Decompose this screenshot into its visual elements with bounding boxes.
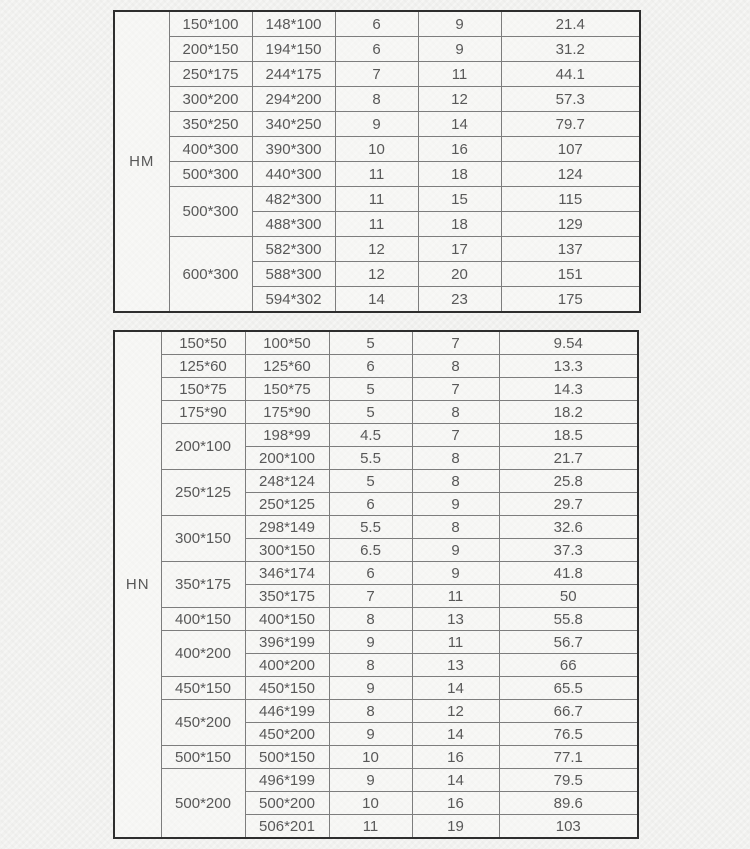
value-cell: 9 (335, 112, 418, 137)
value-cell: 19 (412, 815, 499, 839)
value-cell: 4.5 (329, 424, 412, 447)
actual-size-cell: 300*150 (245, 539, 329, 562)
nominal-size-cell: 200*100 (161, 424, 245, 470)
value-cell: 9 (412, 562, 499, 585)
value-cell: 44.1 (501, 62, 640, 87)
value-cell: 66.7 (499, 700, 638, 723)
actual-size-cell: 496*199 (245, 769, 329, 792)
table-row (114, 562, 638, 585)
table-row (114, 187, 640, 212)
value-cell: 10 (329, 746, 412, 769)
value-cell: 56.7 (499, 631, 638, 654)
actual-size-cell: 298*149 (245, 516, 329, 539)
table-row (114, 137, 640, 162)
actual-size-cell: 346*174 (245, 562, 329, 585)
actual-size-cell: 500*200 (245, 792, 329, 815)
value-cell: 103 (499, 815, 638, 839)
table-row (114, 355, 638, 378)
value-cell: 6 (335, 11, 418, 37)
spec-table-hm (113, 10, 641, 313)
actual-size-cell: 125*60 (245, 355, 329, 378)
value-cell: 6 (335, 37, 418, 62)
value-cell: 5 (329, 470, 412, 493)
value-cell: 15 (418, 187, 501, 212)
value-cell: 151 (501, 262, 640, 287)
value-cell: 17 (418, 237, 501, 262)
actual-size-cell: 396*199 (245, 631, 329, 654)
actual-size-cell: 250*125 (245, 493, 329, 516)
table-row (114, 11, 640, 37)
value-cell: 57.3 (501, 87, 640, 112)
table-row (114, 401, 638, 424)
nominal-size-cell: 400*300 (169, 137, 252, 162)
nominal-size-cell: 350*250 (169, 112, 252, 137)
value-cell: 13.3 (499, 355, 638, 378)
actual-size-cell: 400*200 (245, 654, 329, 677)
value-cell: 11 (412, 631, 499, 654)
value-cell: 11 (335, 162, 418, 187)
table-row (114, 608, 638, 631)
nominal-size-cell: 150*100 (169, 11, 252, 37)
nominal-size-cell: 500*300 (169, 187, 252, 237)
value-cell: 5.5 (329, 516, 412, 539)
value-cell: 66 (499, 654, 638, 677)
value-cell: 11 (335, 187, 418, 212)
nominal-size-cell: 500*300 (169, 162, 252, 187)
value-cell: 21.4 (501, 11, 640, 37)
actual-size-cell: 148*100 (252, 11, 335, 37)
value-cell: 9 (418, 11, 501, 37)
actual-size-cell: 506*201 (245, 815, 329, 839)
value-cell: 5 (329, 331, 412, 355)
value-cell: 21.7 (499, 447, 638, 470)
table-row (114, 424, 638, 447)
value-cell: 10 (335, 137, 418, 162)
table-row (114, 516, 638, 539)
value-cell: 41.8 (499, 562, 638, 585)
value-cell: 175 (501, 287, 640, 313)
value-cell: 7 (335, 62, 418, 87)
value-cell: 13 (412, 608, 499, 631)
value-cell: 18.2 (499, 401, 638, 424)
actual-size-cell: 500*150 (245, 746, 329, 769)
table-row (114, 470, 638, 493)
value-cell: 14 (412, 723, 499, 746)
value-cell: 14 (335, 287, 418, 313)
value-cell: 89.6 (499, 792, 638, 815)
actual-size-cell: 482*300 (252, 187, 335, 212)
value-cell: 11 (335, 212, 418, 237)
value-cell: 32.6 (499, 516, 638, 539)
table-row (114, 746, 638, 769)
value-cell: 6.5 (329, 539, 412, 562)
value-cell: 115 (501, 187, 640, 212)
value-cell: 9 (412, 493, 499, 516)
table-row (114, 700, 638, 723)
group-label-cell: HN (114, 331, 161, 838)
nominal-size-cell: 500*150 (161, 746, 245, 769)
nominal-size-cell: 200*150 (169, 37, 252, 62)
value-cell: 77.1 (499, 746, 638, 769)
value-cell: 12 (418, 87, 501, 112)
nominal-size-cell: 125*60 (161, 355, 245, 378)
value-cell: 14 (412, 677, 499, 700)
value-cell: 7 (412, 331, 499, 355)
value-cell: 107 (501, 137, 640, 162)
nominal-size-cell: 500*200 (161, 769, 245, 839)
value-cell: 16 (418, 137, 501, 162)
value-cell: 29.7 (499, 493, 638, 516)
nominal-size-cell: 250*175 (169, 62, 252, 87)
table-row (114, 87, 640, 112)
value-cell: 23 (418, 287, 501, 313)
value-cell: 14.3 (499, 378, 638, 401)
value-cell: 5 (329, 378, 412, 401)
value-cell: 14 (412, 769, 499, 792)
value-cell: 8 (412, 516, 499, 539)
value-cell: 37.3 (499, 539, 638, 562)
value-cell: 11 (329, 815, 412, 839)
nominal-size-cell: 300*150 (161, 516, 245, 562)
value-cell: 50 (499, 585, 638, 608)
nominal-size-cell: 250*125 (161, 470, 245, 516)
value-cell: 124 (501, 162, 640, 187)
value-cell: 12 (335, 262, 418, 287)
nominal-size-cell: 175*90 (161, 401, 245, 424)
actual-size-cell: 450*200 (245, 723, 329, 746)
value-cell: 65.5 (499, 677, 638, 700)
value-cell: 16 (412, 746, 499, 769)
nominal-size-cell: 300*200 (169, 87, 252, 112)
actual-size-cell: 594*302 (252, 287, 335, 313)
value-cell: 8 (412, 447, 499, 470)
actual-size-cell: 488*300 (252, 212, 335, 237)
value-cell: 8 (412, 401, 499, 424)
value-cell: 8 (329, 608, 412, 631)
table-row (114, 237, 640, 262)
table-row (114, 331, 638, 355)
actual-size-cell: 150*75 (245, 378, 329, 401)
actual-size-cell: 400*150 (245, 608, 329, 631)
actual-size-cell: 248*124 (245, 470, 329, 493)
nominal-size-cell: 450*150 (161, 677, 245, 700)
actual-size-cell: 582*300 (252, 237, 335, 262)
value-cell: 31.2 (501, 37, 640, 62)
actual-size-cell: 294*200 (252, 87, 335, 112)
value-cell: 11 (418, 62, 501, 87)
table-row (114, 677, 638, 700)
value-cell: 20 (418, 262, 501, 287)
value-cell: 25.8 (499, 470, 638, 493)
nominal-size-cell: 350*175 (161, 562, 245, 608)
table-row (114, 378, 638, 401)
value-cell: 9 (329, 723, 412, 746)
value-cell: 8 (329, 654, 412, 677)
value-cell: 18 (418, 162, 501, 187)
actual-size-cell: 450*150 (245, 677, 329, 700)
actual-size-cell: 440*300 (252, 162, 335, 187)
nominal-size-cell: 400*200 (161, 631, 245, 677)
actual-size-cell: 390*300 (252, 137, 335, 162)
value-cell: 18.5 (499, 424, 638, 447)
value-cell: 18 (418, 212, 501, 237)
value-cell: 76.5 (499, 723, 638, 746)
value-cell: 79.7 (501, 112, 640, 137)
value-cell: 9 (412, 539, 499, 562)
actual-size-cell: 446*199 (245, 700, 329, 723)
value-cell: 13 (412, 654, 499, 677)
value-cell: 9 (329, 769, 412, 792)
nominal-size-cell: 150*50 (161, 331, 245, 355)
nominal-size-cell: 450*200 (161, 700, 245, 746)
value-cell: 55.8 (499, 608, 638, 631)
value-cell: 8 (335, 87, 418, 112)
actual-size-cell: 350*175 (245, 585, 329, 608)
value-cell: 137 (501, 237, 640, 262)
value-cell: 12 (412, 700, 499, 723)
actual-size-cell: 175*90 (245, 401, 329, 424)
value-cell: 9 (329, 631, 412, 654)
actual-size-cell: 100*50 (245, 331, 329, 355)
value-cell: 8 (329, 700, 412, 723)
table-row (114, 37, 640, 62)
actual-size-cell: 244*175 (252, 62, 335, 87)
actual-size-cell: 198*99 (245, 424, 329, 447)
nominal-size-cell: 150*75 (161, 378, 245, 401)
value-cell: 8 (412, 470, 499, 493)
value-cell: 5.5 (329, 447, 412, 470)
value-cell: 6 (329, 355, 412, 378)
value-cell: 6 (329, 562, 412, 585)
value-cell: 9 (418, 37, 501, 62)
value-cell: 8 (412, 355, 499, 378)
value-cell: 79.5 (499, 769, 638, 792)
value-cell: 7 (412, 424, 499, 447)
group-label-cell: HM (114, 11, 169, 312)
value-cell: 16 (412, 792, 499, 815)
value-cell: 5 (329, 401, 412, 424)
actual-size-cell: 194*150 (252, 37, 335, 62)
value-cell: 14 (418, 112, 501, 137)
value-cell: 9.54 (499, 331, 638, 355)
value-cell: 10 (329, 792, 412, 815)
value-cell: 6 (329, 493, 412, 516)
value-cell: 9 (329, 677, 412, 700)
actual-size-cell: 588*300 (252, 262, 335, 287)
actual-size-cell: 340*250 (252, 112, 335, 137)
table-row (114, 162, 640, 187)
table-row (114, 631, 638, 654)
actual-size-cell: 200*100 (245, 447, 329, 470)
value-cell: 11 (412, 585, 499, 608)
nominal-size-cell: 600*300 (169, 237, 252, 313)
table-row (114, 112, 640, 137)
table-row (114, 769, 638, 792)
table-row (114, 62, 640, 87)
spec-table-hn (113, 330, 639, 839)
value-cell: 7 (412, 378, 499, 401)
value-cell: 129 (501, 212, 640, 237)
value-cell: 12 (335, 237, 418, 262)
value-cell: 7 (329, 585, 412, 608)
nominal-size-cell: 400*150 (161, 608, 245, 631)
